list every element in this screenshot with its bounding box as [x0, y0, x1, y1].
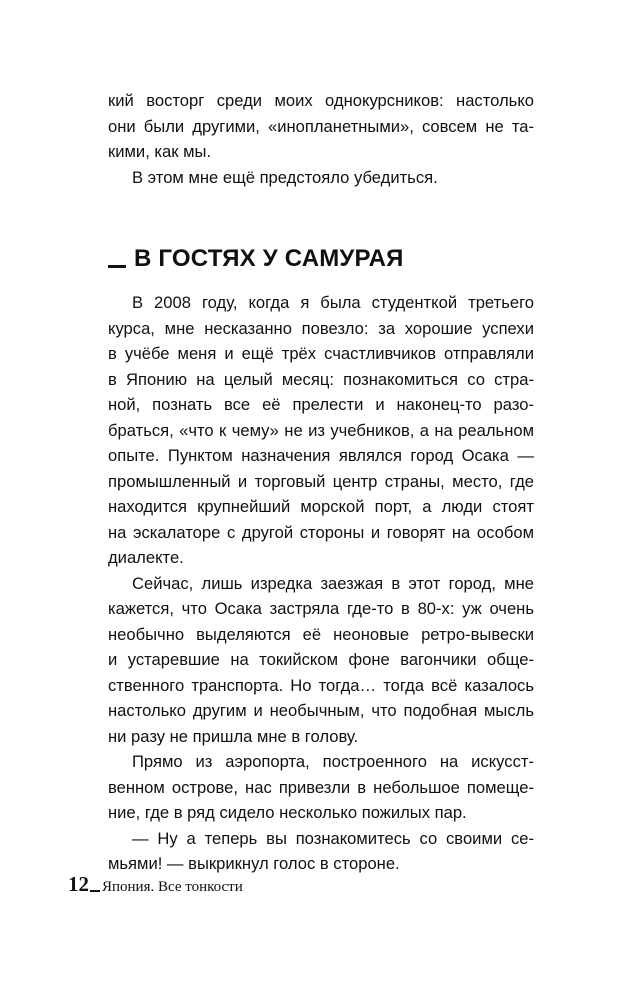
text-line: диалекте.: [108, 548, 184, 567]
text-line: кими, как мы.: [108, 142, 212, 161]
paragraph: [108, 826, 534, 877]
paragraph: [108, 571, 534, 750]
section-heading: [108, 244, 538, 274]
paragraph: [108, 290, 534, 571]
heading-underscore-mark: [108, 265, 126, 268]
text-line: настолько другим и необычным, что подобная мысль: [108, 701, 534, 720]
text-line: В 2008 году, когда я была студенткой третьего: [132, 293, 534, 312]
text-line: в учёбе меня и ещё трёх счастливчиков отправляли: [108, 344, 534, 363]
paragraph: [108, 165, 534, 191]
text-line: браться, «что к чему» не из учебников, а на реальном: [108, 420, 534, 440]
page-number: 12: [68, 872, 89, 896]
text-line: курса, мне несказанно повезло: за хорошие успехи: [108, 318, 534, 338]
text-line: необычно выделяются её неоновые ретро-вывески: [108, 624, 534, 644]
text-line: опыте. Пунктом назначения являлся город Осака —: [108, 446, 534, 465]
running-title: Япония. Все тонкости: [102, 879, 243, 895]
text-line: они были другими, «инопланетными», совсем не та-: [108, 116, 534, 136]
text-line: венном острове, нас привезли в небольшое помеще-: [108, 777, 534, 797]
text-line: ной, познать все её прелести и наконец-то разо-: [108, 395, 534, 414]
text-line: на эскалаторе с другой стороны и говорят на особом: [108, 522, 534, 542]
text-line: мьями! — выкрикнул голос в стороне.: [108, 854, 400, 873]
text-line: промышленный и торговый центр страны, место, где: [108, 471, 534, 491]
body-text-block: [108, 290, 534, 877]
text-line: находится крупнейший морской порт, а люди стоят: [108, 497, 534, 516]
text-line: ственного транспорта. Но тогда… тогда всё казалось: [108, 675, 534, 695]
text-line: кий восторг среди моих однокурсников: настолько: [108, 91, 534, 110]
text-line: Сейчас, лишь изредка заезжая в этот город, мне: [132, 573, 534, 593]
footer-underscore-mark: [90, 890, 100, 892]
text-line: в Японию на целый месяц: познакомиться со стра-: [108, 369, 534, 389]
text-line: В этом мне ещё предстояло убедиться.: [132, 167, 438, 187]
section-heading-text: В ГОСТЯХ У САМУРАЯ: [134, 245, 404, 272]
paragraph: [108, 749, 534, 826]
text-line: Прямо из аэропорта, построенного на искусст-: [132, 752, 534, 771]
paragraph: [108, 88, 534, 165]
text-line: кажется, что Осака застряла где-то в 80-х: уж очень: [108, 599, 534, 618]
text-line: ни разу не пришла мне в голову.: [108, 726, 359, 746]
top-text-block: [108, 88, 534, 190]
page-footer: [68, 872, 243, 899]
text-line: ние, где в ряд сидело несколько пожилых пар.: [108, 803, 467, 822]
text-line: — Ну а теперь вы познакомитесь со своими се-: [132, 828, 534, 848]
text-line: и устаревшие на токийском фоне вагончики обще-: [108, 650, 534, 669]
